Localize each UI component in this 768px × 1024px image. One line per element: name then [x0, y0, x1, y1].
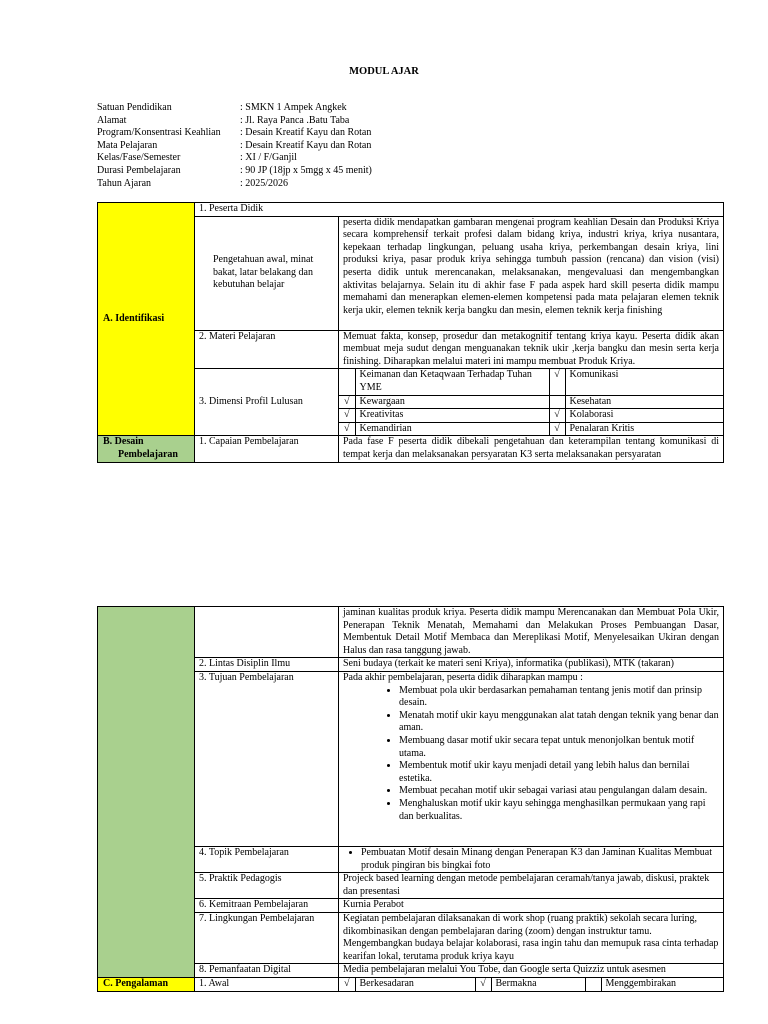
- pengetahuan-label: Pengetahuan awal, minat bakat, latar belakang dan kebutuhan belajar: [195, 216, 339, 330]
- header-row: [97, 127, 372, 140]
- section-b-title: [98, 436, 195, 462]
- list-item: • Membuat pola ukir berdasarkan pemahaman tentang jenis motif dan prinsip desain.: [399, 685, 719, 710]
- awal-item: Berkesadaran: [355, 978, 475, 991]
- capaian-text: [339, 436, 724, 462]
- capaian-text-p1: Pada fase F peserta didik dibekali pengetahuan dan keterampilan tentang komunikasi di tempat kerja dan melaksanakan persyaratan K3 serta melaksanakan persyaratan: [343, 436, 719, 460]
- identification-table: [97, 202, 724, 463]
- dimensi-item: Keimanan dan Ketaqwaan Terhadap Tuhan YME: [355, 369, 549, 395]
- section-b-continued: [98, 607, 195, 978]
- learning-design-table: [97, 606, 724, 992]
- tujuan-label: 3. Tujuan Pembelajaran: [195, 671, 339, 846]
- header-label: Alamat: [97, 114, 127, 126]
- checkbox-mark: √: [475, 978, 491, 991]
- dimensi-table: [339, 369, 723, 435]
- lingkungan-text: Kegiatan pembelajaran dilaksanakan di work shop (ruang praktik) sekolah secara luring, dikombinasikan dengan pembelajaran daring (zoom) dengan instruktur tamu. Mengembangkan budaya belajar kolaborasi, rasa ingin tahu dan memupuk rasa cinta terhadap kearifan lokal, terutama produk kriya kayu: [339, 912, 724, 963]
- checkbox-mark: √: [339, 422, 355, 435]
- awal-table: [339, 978, 723, 991]
- pengetahuan-text: peserta didik mendapatkan gambaran mengenai program keahlian Desain dan Produksi Kriya secara komprehensif terkait profesi dalam bidang kriya, industri kriya, kriya nusantara, kepekaan terhadap lingkungan, peluang usaha kriya, perkembangan desain kriya, lini produksi kriya, pasar produk kriya sehingga tumbuh passion (rencana) dan vision (visi) peserta didik untuk merencanakan, melaksanakan, mengevaluasi dan mengembangkan aktivitas belajarnya. Selain itu di akhir fase F pada aspek hard skill peserta didik mampu memahami dan menerapkan elemen-elemen kompetensi pada mata pelajaran elemen teknik kerja ukir, elemen teknik kerja bangku dan mesin, elemen teknik kerja finishing: [339, 216, 724, 330]
- kemitraan-text: Kurnia Perabot: [339, 899, 724, 913]
- list-item: • Menghaluskan motif ukir kayu sehingga menghasilkan permukaan yang rapi dan berkualitas.: [399, 798, 719, 823]
- checkbox-mark: √: [339, 978, 355, 991]
- capaian-continued: [195, 607, 339, 658]
- header-value: : Desain Kreatif Kayu dan Rotan: [240, 139, 372, 151]
- tujuan-cell: [339, 671, 724, 846]
- checkbox-mark: √: [549, 409, 565, 423]
- checkbox-mark: [549, 395, 565, 409]
- section-b-title-line2: Pembelajaran: [118, 448, 178, 460]
- header-label: Kelas/Fase/Semester: [97, 152, 181, 164]
- checkbox-mark: √: [549, 369, 565, 395]
- dimensi-cell: [339, 369, 724, 436]
- header-value: : 90 JP (18jp x 5mgg x 45 menit): [240, 164, 372, 176]
- tujuan-intro: Pada akhir pembelajaran, peserta didik diharapkan mampu :: [343, 671, 583, 683]
- header-value: : SMKN 1 Ampek Angkek: [240, 102, 347, 113]
- list-item: • Membuang dasar motif ukir secara tepat untuk menonjolkan bentuk motif utama.: [399, 735, 719, 760]
- digital-text: Media pembelajaran melalui You Tobe, dan Google serta Quizziz untuk asesmen: [339, 964, 724, 978]
- header-value: : Jl. Raya Panca .Batu Taba: [240, 114, 350, 126]
- checkbox-mark: √: [339, 395, 355, 409]
- header-label: Mata Pelajaran: [97, 139, 158, 151]
- header-label: Program/Konsentrasi Keahlian: [97, 127, 221, 139]
- header-row: [97, 115, 372, 128]
- dimensi-row: [339, 422, 723, 435]
- dimensi-item: Komunikasi: [565, 369, 723, 395]
- list-item: • Pembuatan Motif desain Minang dengan Penerapan K3 dan Jaminan Kualitas Membuat produk pingiran bis bingkai foto: [361, 847, 719, 872]
- section-a-title: A. Identifikasi: [98, 203, 195, 436]
- header-value: : Desain Kreatif Kayu dan Rotan: [240, 127, 372, 139]
- section-b-title-line1: B. Desain: [103, 436, 144, 448]
- dimensi-item: Kesehatan: [565, 395, 723, 409]
- lingkungan-label: 7. Lingkungan Pembelajaran: [195, 912, 339, 963]
- capaian-label: 1. Capaian Pembelajaran: [195, 436, 339, 462]
- header-row: [97, 102, 372, 115]
- lintas-label: 2. Lintas Disiplin Ilmu: [195, 658, 339, 672]
- list-item: • Membuat pecahan motif ukir sebagai variasi atau pengulangan dalam desain.: [399, 785, 719, 798]
- tujuan-list: [343, 685, 719, 824]
- checkbox-mark: [585, 978, 601, 991]
- list-item: • Membentuk motif ukir kayu menjadi detail yang lebih halus dan bernilai estetika.: [399, 760, 719, 785]
- dimensi-item: Kolaborasi: [565, 409, 723, 423]
- checkbox-mark: √: [339, 409, 355, 423]
- digital-label: 8. Pemanfaatan Digital: [195, 964, 339, 978]
- section-c-title: C. Pengalaman: [98, 977, 195, 991]
- dimensi-row: [339, 369, 723, 395]
- praktik-label: 5. Praktik Pedagogis: [195, 873, 339, 899]
- header-row: [97, 165, 372, 178]
- dimensi-item: Kreativitas: [355, 409, 549, 423]
- header-value: : XI / F/Ganjil: [240, 152, 297, 164]
- peserta-didik-label: 1. Peserta Didik: [195, 203, 724, 217]
- header-label: Durasi Pembelajaran: [97, 164, 181, 176]
- materi-text: Memuat fakta, konsep, prosedur dan metakognitif tentang kriya kayu. Peserta didik akan membuat meja sudut dengan menguanakan teknik ukir ,kerja bangku dan mesin serta kerja finishing. Diharapkan melalui materi ini mampu membuat Produk Kriya.: [339, 330, 724, 369]
- awal-cell: [339, 977, 724, 991]
- document-title: MODUL AJAR: [349, 66, 419, 77]
- awal-label: 1. Awal: [195, 977, 339, 991]
- capaian-text-p2: jaminan kualitas produk kriya. Peserta didik mampu Merencanakan dan Membuat Pola Ukir, Penerapan Teknik Menatah, Memahami dan Melakukan Proses Pembuangan Dasar, Membentuk Detail Motif Membaca dan Mereplikasi Motif, Menyelesaikan Ukiran dengan Halus dan rasa tanggung jawab.: [339, 607, 724, 658]
- checkbox-mark: [339, 369, 355, 395]
- header-label: Satuan Pendidikan: [97, 102, 172, 113]
- awal-row: [339, 978, 723, 991]
- topik-label: 4. Topik Pembelajaran: [195, 846, 339, 872]
- header-value: : 2025/2026: [240, 177, 289, 189]
- topik-cell: [339, 846, 724, 872]
- materi-label: 2. Materi Pelajaran: [195, 330, 339, 369]
- dimensi-item: Kemandirian: [355, 422, 549, 435]
- dimensi-item: Penalaran Kritis: [565, 422, 723, 435]
- module-header: [97, 102, 372, 190]
- checkbox-mark: √: [549, 422, 565, 435]
- dimensi-row: [339, 409, 723, 423]
- topik-list: [343, 847, 719, 872]
- header-row: [97, 178, 372, 191]
- header-row: [97, 140, 372, 153]
- dimensi-label: 3. Dimensi Profil Lulusan: [195, 369, 339, 436]
- awal-item: Menggembirakan: [605, 977, 677, 989]
- header-label: Tahun Ajaran: [97, 177, 152, 189]
- dimensi-item: Kewargaan: [355, 395, 549, 409]
- dimensi-row: [339, 395, 723, 409]
- header-row: [97, 152, 372, 165]
- list-item: • Menatah motif ukir kayu menggunakan alat tatah dengan teknik yang benar dan aman.: [399, 710, 719, 735]
- kemitraan-label: 6. Kemitraan Pembelajaran: [195, 899, 339, 913]
- lintas-text: Seni budaya (terkait ke materi seni Kriya), informatika (publikasi), MTK (takaran): [339, 658, 724, 672]
- praktik-text: Projeck based learning dengan metode pembelajaran ceramah/tanya jawab, diskusi, praktek dan presentasi: [339, 873, 724, 899]
- awal-item: Bermakna: [491, 978, 585, 991]
